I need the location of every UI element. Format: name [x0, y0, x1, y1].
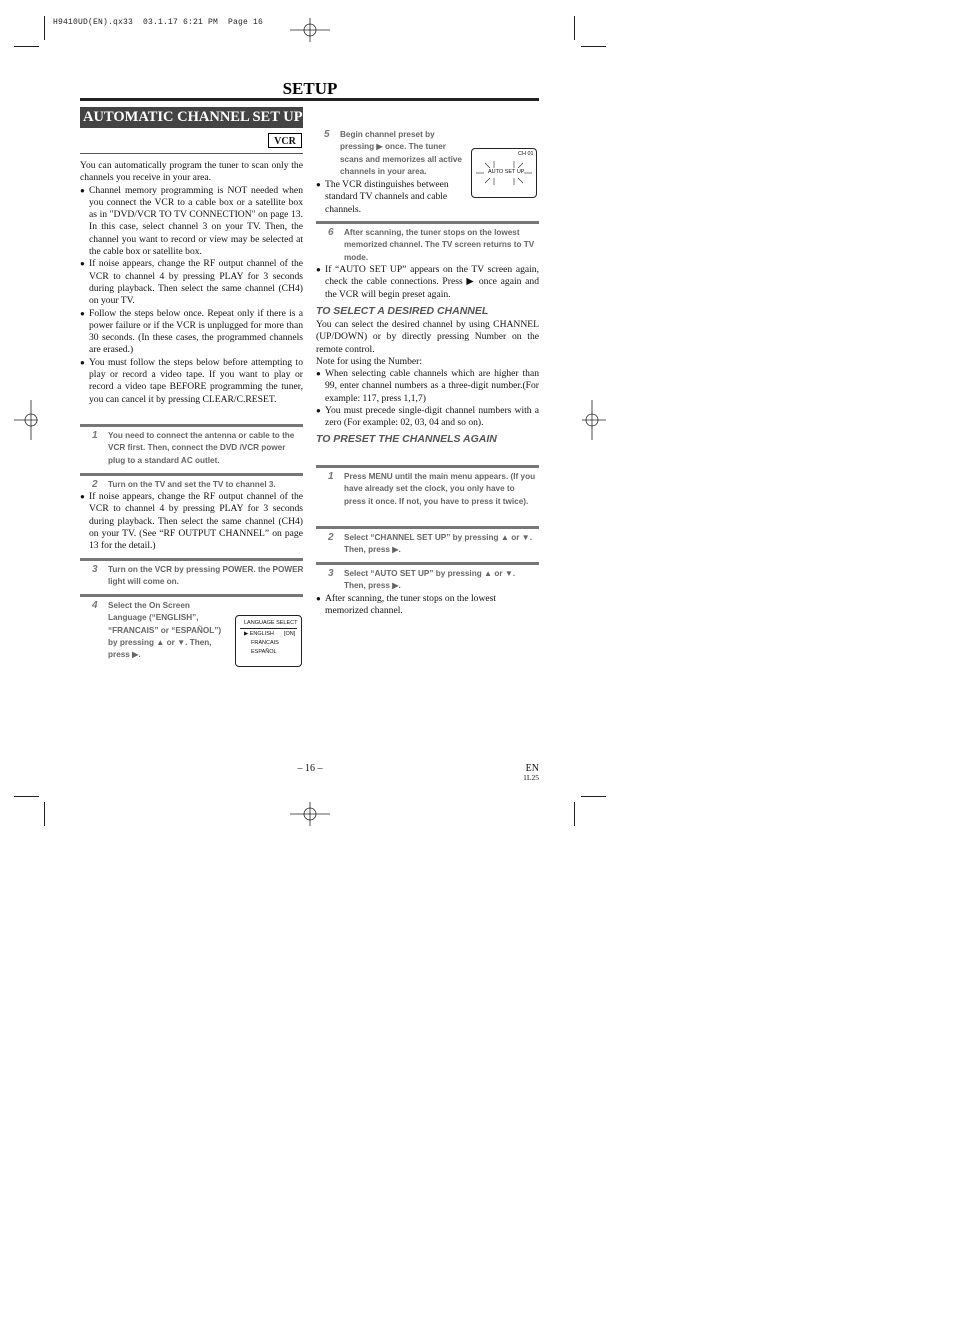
- step-2-note: ● If noise appears, change the RF output channel of the VCR to channel 4 by pressing PLAY for 3 seconds during playback. Then select the same channel (CH4) on your TV. (See “RF OUTPUT CHANNEL” on page 13 for the detail.): [80, 491, 303, 552]
- page-number: – 16 –: [297, 763, 323, 774]
- crop-mark: [14, 796, 39, 797]
- list-item: ● If noise appears, change the RF output channel of the VCR to channel 4 by pressing PLAY for 3 seconds during playback. Then select the same channel (CH4) on your TV.: [80, 258, 303, 307]
- language-select-screen: [235, 615, 302, 667]
- file-header: H9410UD(EN).qx33 03.1.17 6:21 PM Page 16: [53, 18, 264, 27]
- footer-language: EN: [525, 763, 539, 774]
- preset-note: ● After scanning, the tuner stops on the lowest memorized channel.: [316, 593, 497, 617]
- language-option-espanol: ESPAÑOL: [251, 649, 277, 655]
- registration-mark-icon: [290, 802, 330, 826]
- intro-text: You can automatically program the tuner to scan only the channels you receive in your area.: [80, 160, 303, 184]
- preset-again-heading: TO PRESET THE CHANNELS AGAIN: [316, 433, 497, 445]
- list-item: ● Follow the steps below once. Repeat only if there is a power failure or if the VCR is unplugged for more than 30 seconds. (In these cases, the programmed channels are erased.): [80, 307, 303, 356]
- step-divider: [80, 594, 303, 597]
- step-5: 5 Begin channel preset by pressing ▶ once. The tuner scans and memorizes all active channels in your area.: [324, 129, 462, 176]
- select-channel-heading: TO SELECT A DESIRED CHANNEL: [316, 305, 489, 317]
- crop-mark: [44, 802, 45, 826]
- step-divider: [80, 424, 303, 427]
- vcr-tag: VCR: [268, 133, 302, 148]
- step-divider: [316, 221, 539, 224]
- channel-readout: CH 01: [518, 151, 534, 157]
- step-4: 4 Select the On Screen Language (“ENGLISH”, “FRANCAIS” or “ESPAÑOL”) by pressing ▲ or ▼. Then, press ▶.: [92, 600, 222, 660]
- preset-step-2: 2 Select “CHANNEL SET UP” by pressing ▲ or ▼. Then, press ▶.: [328, 532, 533, 555]
- list-item: ● When selecting cable channels which are higher than 99, enter channel numbers as a three-digit number.(For example: 117, press 1,1,7): [316, 368, 539, 404]
- step-divider: [316, 526, 539, 529]
- crop-mark: [574, 802, 575, 826]
- crop-mark: [581, 796, 606, 797]
- list-item: ● You must precede single-digit channel numbers with a zero (For example: 02, 03, 04 and so on).: [316, 405, 539, 429]
- auto-setup-screen: [471, 148, 537, 198]
- language-option-francais: FRANCAIS: [251, 640, 279, 646]
- step-1: 1 You need to connect the antenna or cable to the VCR first. Then, connect the DVD /VCR power plug to a standard AC outlet.: [92, 430, 295, 465]
- registration-mark-icon: [582, 400, 606, 440]
- title-rule: [80, 98, 539, 101]
- preset-step-3: 3 Select “AUTO SET UP” by pressing ▲ or ▼. Then, press ▶.: [328, 568, 516, 591]
- screen-divider: [240, 628, 297, 629]
- select-channel-text: You can select the desired channel by using CHANNEL (UP/DOWN) or by directly pressing Number on the remote control.: [316, 319, 539, 355]
- step-divider: [316, 465, 539, 468]
- step-2: 2 Turn on the TV and set the TV to channel 3.: [92, 479, 276, 490]
- list-item: ● You must follow the steps below before attempting to play or record a video tape. If you want to play or record a video tape BEFORE programming the tuner, you can cancel it by pressing CLEAR/C.RESET.: [80, 356, 303, 405]
- preset-step-1: 1 Press MENU until the main menu appears. (If you have already set the clock, you only have to press it once. If not, you have to press it twice).: [328, 471, 536, 506]
- intro-block: [80, 160, 303, 406]
- section-rule: [80, 153, 303, 154]
- step-6-note: ● If “AUTO SET UP” appears on the TV screen again, check the cable connections. Press ▶ once again and the VCR will begin preset again.: [316, 264, 539, 300]
- language-option-tag: [ON]: [284, 631, 296, 637]
- screen-title: LANGUAGE SELECT: [244, 620, 298, 626]
- step-5-note: ● The VCR distinguishes between standard TV channels and cable channels.: [316, 179, 449, 215]
- language-option-english: ▶ ENGLISH: [244, 631, 274, 637]
- footer-code: 1L25: [523, 773, 539, 782]
- crop-mark: [14, 46, 39, 47]
- step-6: 6 After scanning, the tuner stops on the lowest memorized channel. The TV screen returns to TV mode.: [328, 227, 535, 262]
- step-divider: [80, 473, 303, 476]
- step-divider: [316, 562, 539, 565]
- select-channel-block: [316, 319, 539, 430]
- select-channel-note: Note for using the Number:: [316, 355, 423, 367]
- crop-mark: [581, 46, 606, 47]
- list-item: ● Channel memory programming is NOT needed when you connect the VCR to a cable box or a satellite box as in "DVD/VCR TO TV CONNECTION" on page 13. In this case, select channel 3 on your TV. Then, the channel you want to record or view may be selected at the cable box or satellite box.: [80, 184, 303, 258]
- registration-mark-icon: [290, 18, 330, 42]
- section-title: AUTOMATIC CHANNEL SET UP: [80, 107, 303, 128]
- step-3: 3 Turn on the VCR by pressing POWER. the POWER light will come on.: [92, 564, 304, 587]
- step-divider: [80, 558, 303, 561]
- crop-mark: [44, 16, 45, 40]
- crop-mark: [574, 16, 575, 40]
- page-title: SETUP: [282, 79, 338, 98]
- registration-mark-icon: [14, 400, 38, 440]
- auto-setup-label: AUTO SET UP: [488, 169, 525, 175]
